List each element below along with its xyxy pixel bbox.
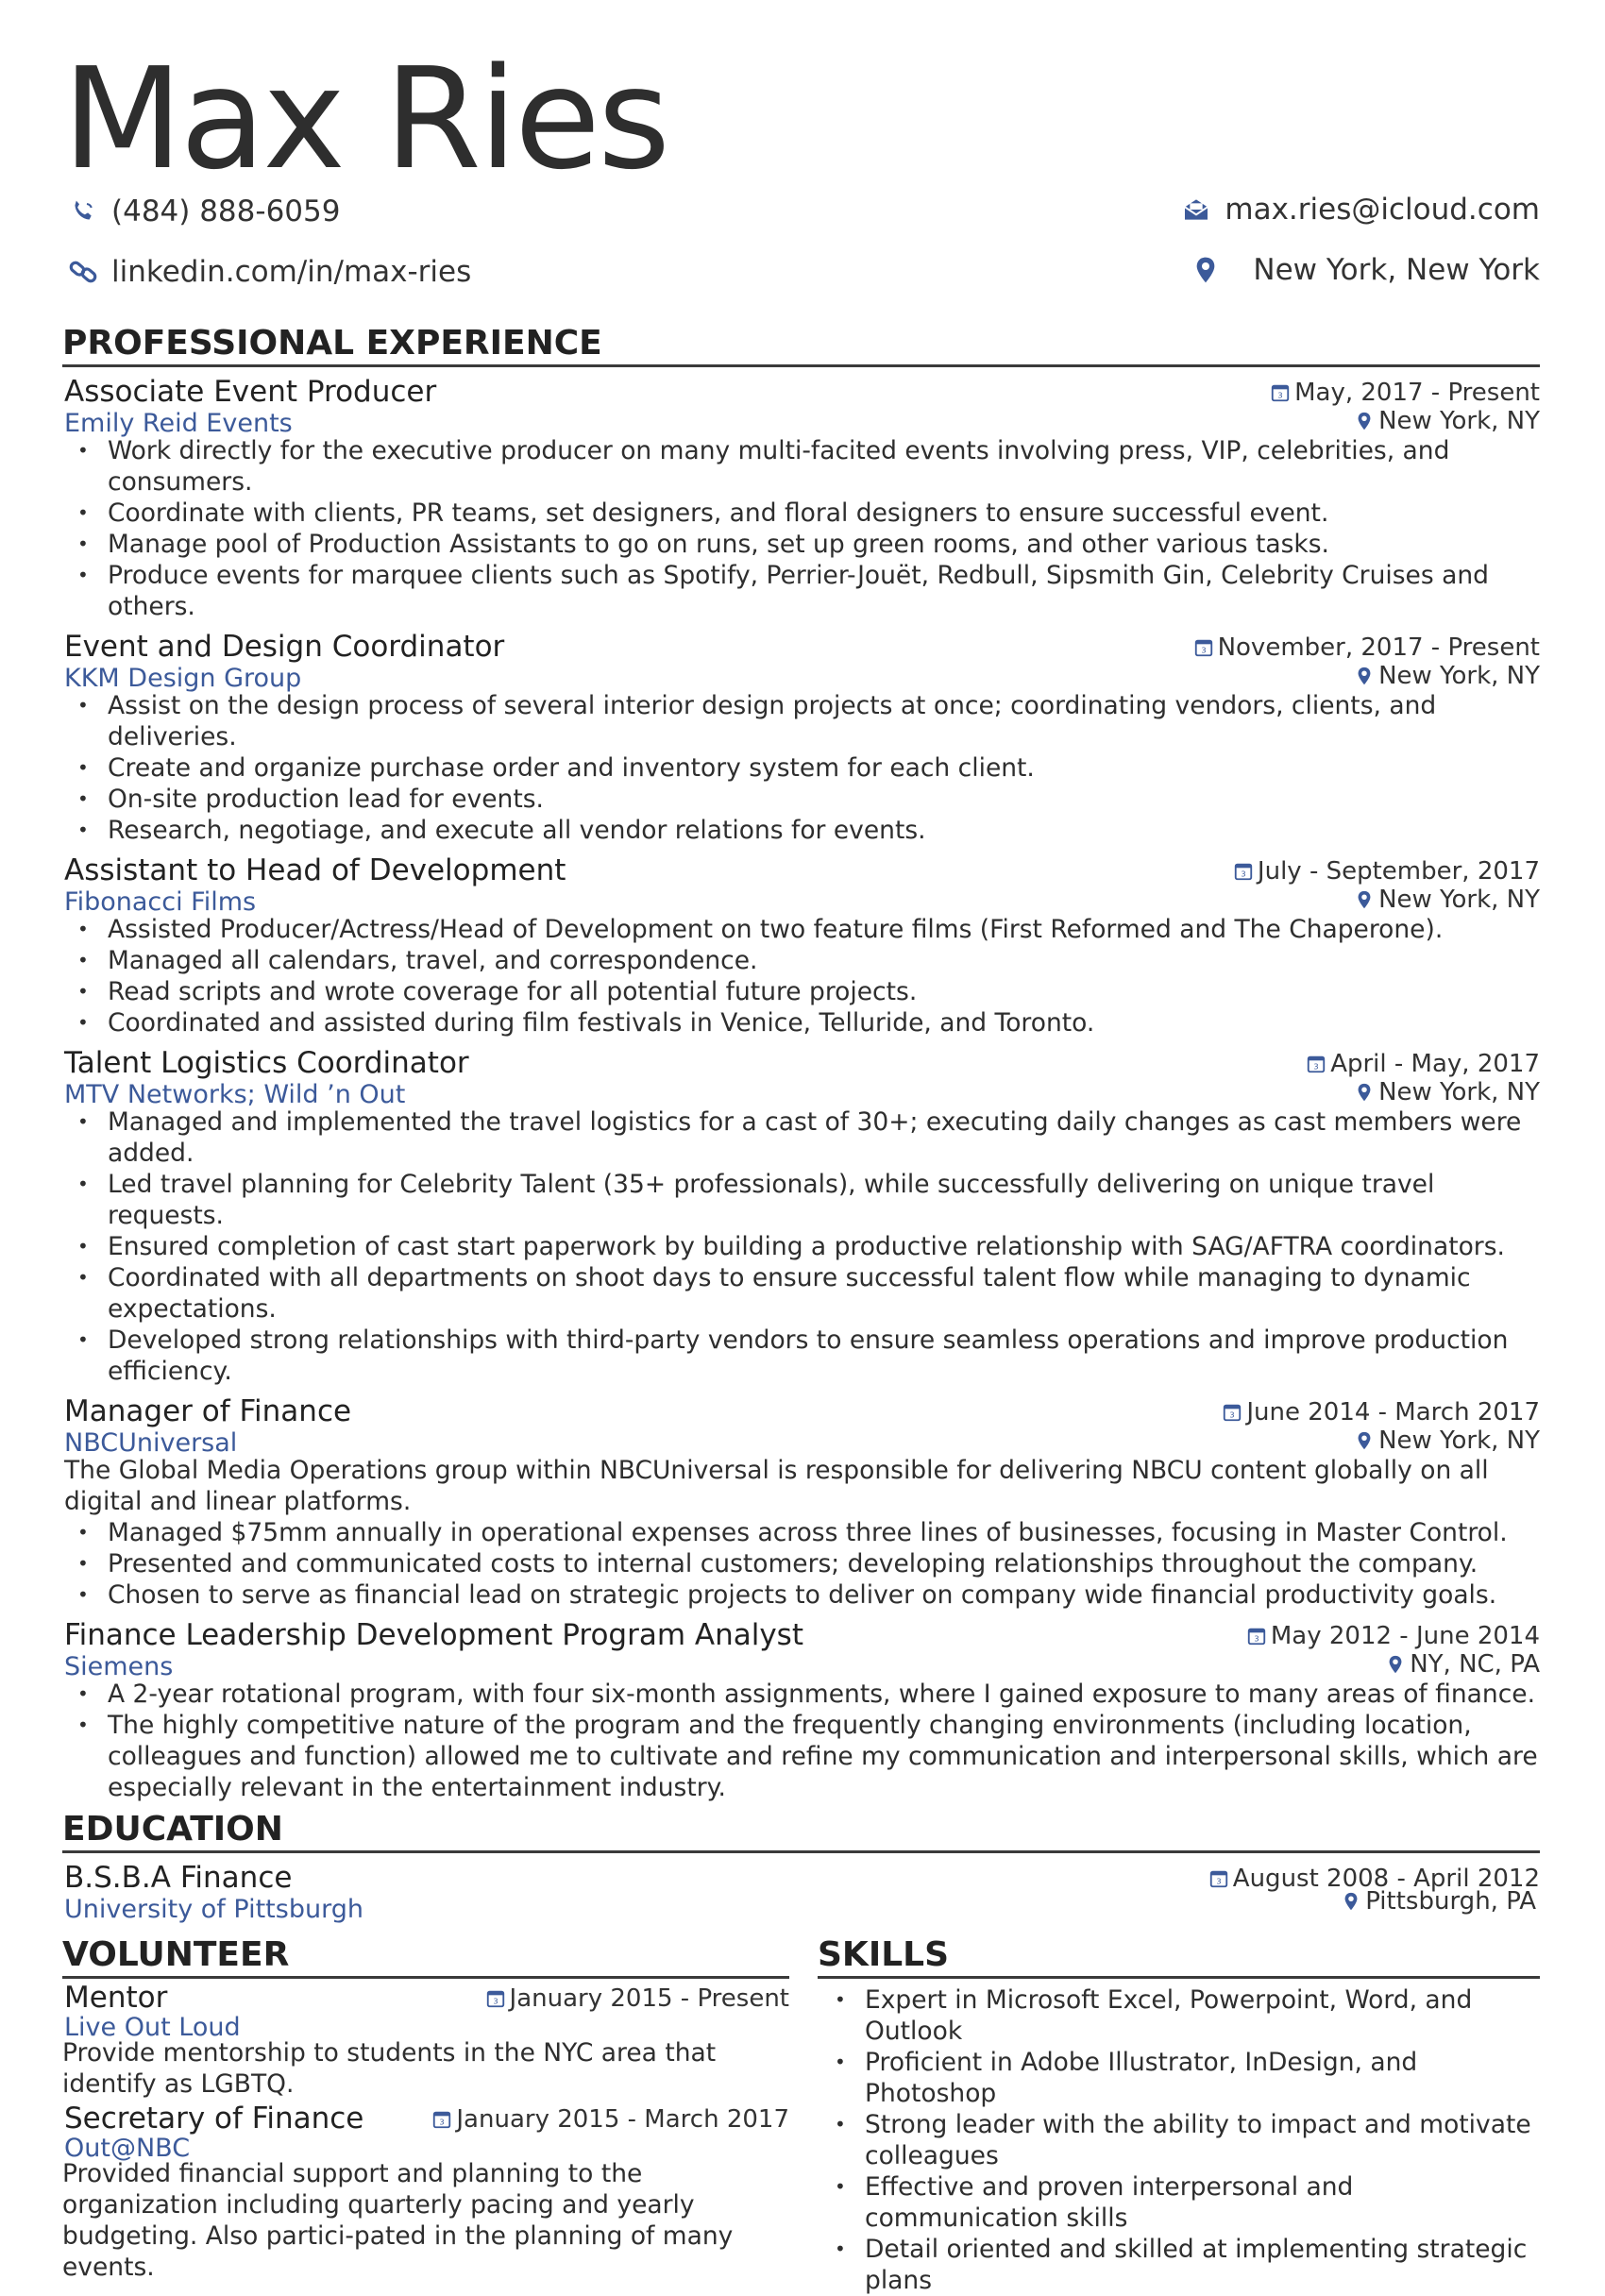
bullet-item: • Developed strong relationships with third-party vendors to ensure seamless operations and improve production efficiency. [108,1325,1540,1387]
svg-text:3: 3 [1313,1061,1319,1072]
email-contact[interactable] [1181,193,1540,227]
job-date: 3 May, 2017 - Present [1270,379,1540,407]
degree-title: B.S.B.A Finance [64,1861,293,1895]
education-date: 3 August 2008 - April 2012 [1208,1865,1540,1893]
job-date: 3 November, 2017 - Present [1193,633,1540,662]
map-pin-icon [1354,666,1375,686]
skills-section-header [818,1934,1540,1979]
experience-title: PROFESSIONAL EXPERIENCE [62,324,602,363]
calendar-icon [1306,1054,1326,1074]
calendar-icon [485,1988,506,2009]
calendar-icon [1233,861,1254,882]
bullet-item: • Ensured completion of cast start paperwork by building a productive relationship with SAG/AFTRA coordinators. [108,1231,1540,1262]
job-date: 3 May 2012 - June 2014 [1246,1622,1540,1650]
map-pin-icon [1385,1654,1406,1675]
bullet-item: • On-site production lead for events. [108,784,1540,815]
volunteer-role: Secretary of Finance [64,2102,364,2136]
calendar-icon [1222,1402,1242,1423]
bullet-item: • Coordinate with clients, PR teams, set designers, and floral designers to ensure successful event. [108,498,1540,529]
volunteer-entry [62,2102,789,2283]
job-date: 3 July - September, 2017 [1233,857,1540,886]
job-organization: MTV Networks; Wild ’n Out [64,1080,406,1109]
job-title: Associate Event Producer [64,375,437,409]
calendar-icon [431,2109,452,2130]
job-entry [62,1046,1540,1387]
job-location: New York, NY [1354,1078,1540,1106]
experience-section-header [62,323,1540,367]
link-icon [68,257,98,287]
education-entry [62,1861,1540,1924]
volunteer-entry [62,1981,789,2100]
job-location: NY, NC, PA [1385,1650,1540,1679]
volunteer-description: Provide mentorship to students in the NYC area that identify as LGBTQ. [62,2038,717,2099]
svg-text:3: 3 [1241,869,1246,879]
candidate-name: Max Ries [62,38,668,200]
map-pin-icon [1341,1891,1361,1912]
phone-number: (484) 888-6059 [111,194,341,228]
skill-item: • Proficient in Adobe Illustrator, InDesign, and Photoshop [865,2047,1540,2109]
phone-icon [68,196,98,227]
education-title: EDUCATION [62,1810,283,1849]
svg-text:3: 3 [1200,645,1207,655]
volunteer-section-header [62,1934,789,1979]
job-date: 3 April - May, 2017 [1306,1050,1540,1078]
contact-block [62,191,1540,323]
job-description: The Global Media Operations group within NBCUniversal is responsible for delivering NBCU content globally on all digital and linear platforms. [64,1456,1489,1516]
calendar-icon [1270,382,1291,403]
volunteer-organization: Live Out Loud [64,2013,241,2042]
bullet-item: • Managed $75mm annually in operational expenses across three lines of businesses, focusing in Master Control. [108,1517,1540,1548]
resume-page [62,38,1540,2295]
job-entry [62,1394,1540,1611]
job-organization: KKM Design Group [64,664,302,693]
phone-contact[interactable] [68,194,340,228]
svg-text:3: 3 [439,2117,446,2127]
job-bullets [62,435,1540,622]
bullet-item: • Chosen to serve as financial lead on strategic projects to deliver on company wide financial productivity goals. [108,1579,1540,1611]
bullet-item: • Research, negotiage, and execute all vendor relations for events. [108,815,1540,846]
job-bullets [62,1106,1540,1387]
calendar-icon [1193,637,1214,658]
job-entry [62,853,1540,1038]
bullet-item: • Presented and communicated costs to internal customers; developing relationships throughout the company. [108,1548,1540,1579]
bullet-item: • Create and organize purchase order and inventory system for each client. [108,752,1540,784]
bullet-item: • Coordinated with all departments on shoot days to ensure successful talent flow while managing to dynamic expectations. [108,1262,1540,1325]
map-pin-icon [1191,255,1221,285]
school-name: University of Pittsburgh [64,1895,363,1924]
volunteer-organization: Out@NBC [64,2134,191,2163]
volunteer-list [62,1981,789,2283]
skill-item: • Strong leader with the ability to impact and motivate colleagues [865,2109,1540,2171]
job-bullets [62,1679,1540,1803]
location-contact [1191,253,1540,287]
job-title: Talent Logistics Coordinator [64,1046,469,1080]
volunteer-title: VOLUNTEER [62,1935,290,1974]
job-title: Manager of Finance [64,1394,352,1428]
bullet-item: • Assisted Producer/Actress/Head of Development on two feature films (First Reformed and The Chaperone). [108,914,1540,945]
linkedin-url: linkedin.com/in/max-ries [111,255,472,289]
skill-item: • Detail oriented and skilled at implementing strategic plans [865,2234,1540,2296]
volunteer-date: 3 January 2015 - Present [485,1984,789,2013]
map-pin-icon [1354,1430,1375,1451]
job-location: New York, NY [1354,1427,1540,1455]
job-entry [62,630,1540,846]
job-location: New York, NY [1354,407,1540,435]
job-title: Finance Leadership Development Program Analyst [64,1618,803,1652]
job-organization: Emily Reid Events [64,409,293,438]
email-icon [1181,194,1211,225]
job-organization: Fibonacci Films [64,887,257,917]
job-title: Assistant to Head of Development [64,853,566,887]
bullet-item: • Managed all calendars, travel, and correspondence. [108,945,1540,976]
bullet-item: • Read scripts and wrote coverage for all potential future projects. [108,976,1540,1007]
map-pin-icon [1354,889,1375,910]
skills-column [818,1934,1540,2296]
bullet-item: • A 2-year rotational program, with four six-month assignments, where I gained exposure to many areas of finance. [108,1679,1540,1710]
volunteer-role: Mentor [64,1981,168,2015]
map-pin-icon [1354,1082,1375,1103]
bullet-item: • Coordinated and assisted during film festivals in Venice, Telluride, and Toronto. [108,1007,1540,1038]
bullet-item: • Led travel planning for Celebrity Talent (35+ professionals), while successfully delivering on unique travel requests. [108,1169,1540,1231]
skill-item: • Effective and proven interpersonal and communication skills [865,2171,1540,2234]
location-text: New York, New York [1253,253,1540,287]
map-pin-icon [1354,411,1375,431]
education-location: Pittsburgh, PA [1341,1887,1536,1916]
calendar-icon [1246,1626,1267,1646]
bullet-item: • Managed and implemented the travel logistics for a cast of 30+; executing daily changes as cast members were added. [108,1106,1540,1169]
linkedin-contact[interactable] [68,255,471,289]
job-location: New York, NY [1354,662,1540,690]
bullet-item: • Assist on the design process of several interior design projects at once; coordinating vendors, clients, and deliveries. [108,690,1540,752]
svg-text:3: 3 [1254,1633,1259,1644]
skills-title: SKILLS [818,1935,950,1974]
volunteer-description: Provided financial support and planning to the organization including quarterly pacing and yearly budgeting. Also partici-pated in the planning of many events. [62,2159,734,2282]
svg-text:3: 3 [1277,390,1283,400]
education-section-header [62,1809,1540,1853]
volunteer-date: 3 January 2015 - March 2017 [431,2105,789,2134]
job-entry [62,375,1540,622]
skills-list [818,1984,1540,2296]
bullet-item: • Produce events for marquee clients such as Spotify, Perrier-Jouët, Redbull, Sipsmith Gin, Celebrity Cruises and others. [108,560,1540,622]
bullet-item: • Manage pool of Production Assistants to go on runs, set up green rooms, and other various tasks. [108,529,1540,560]
bullet-item: • The highly competitive nature of the program and the frequently changing environments (including location, colleagues and function) allowed me to cultivate and refine my communication and interpersonal skills, which are especially relevant in the entertainment industry. [108,1710,1540,1803]
job-bullets [62,1517,1540,1611]
bullet-item: • Work directly for the executive producer on many multi-facited events involving press, VIP, celebrities, and consumers. [108,435,1540,498]
job-title: Event and Design Coordinator [64,630,505,664]
job-entry [62,1618,1540,1803]
job-date: 3 June 2014 - March 2017 [1222,1398,1540,1427]
job-location: New York, NY [1354,886,1540,914]
calendar-icon [1208,1868,1229,1889]
job-organization: NBCUniversal [64,1428,238,1458]
job-organization: Siemens [64,1652,174,1681]
skill-item: • Expert in Microsoft Excel, Powerpoint, Word, and Outlook [865,1984,1540,2047]
volunteer-column [62,1934,789,2283]
job-bullets [62,690,1540,846]
svg-text:3: 3 [1229,1410,1235,1420]
experience-list [62,375,1540,1803]
email-address: max.ries@icloud.com [1225,193,1540,227]
svg-text:3: 3 [1216,1876,1222,1886]
svg-text:3: 3 [492,1996,498,2006]
job-bullets [62,914,1540,1038]
